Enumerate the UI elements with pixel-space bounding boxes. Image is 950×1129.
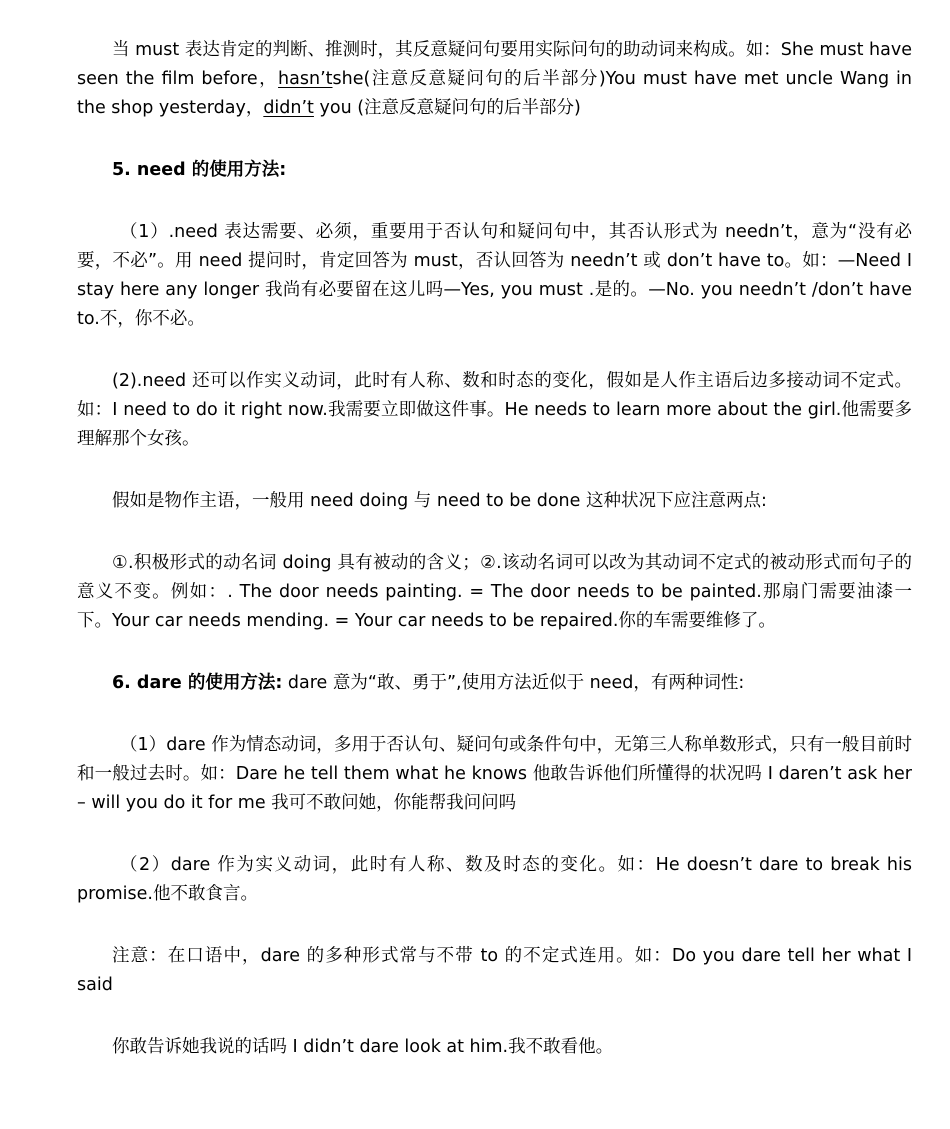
paragraph-dare-example: 你敢告诉她我说的话吗 I didn’t dare look at him.我不敢看他。 (112, 1037, 614, 1057)
heading-need-usage: 5. need 的使用方法: (112, 160, 287, 180)
paragraph-dare-verb: （2）dare 作为实义动词，此时有人称、数及时态的变化。如：He doesn’t dare to break his promise.他不敢食言。 (77, 855, 912, 904)
text-segment: 当 must 表达肯定的判断、推测时，其反意疑问句要用实际问句的助动词来构成。如：She must have seen the film before， (77, 40, 912, 89)
underlined-didnt: didn’t (263, 98, 314, 118)
spacer (77, 818, 912, 851)
spacer (77, 334, 912, 367)
paragraph-need-thing-subject: 假如是物作主语，一般用 need doing 与 need to be done 这种状况下应注意两点: (112, 491, 767, 511)
heading-dare-description: dare 意为“敢、勇于”,使用方法近似于 need，有两种词性: (282, 673, 745, 693)
spacer (77, 909, 912, 942)
text-segment: she(注意反意疑问句的后半部分)You must have met uncle Wang in the shop yesterday， (77, 69, 912, 118)
spacer (77, 123, 912, 156)
spacer (77, 1000, 912, 1033)
underlined-hasnt: hasn’t (278, 69, 333, 89)
paragraph-need-modal: （1）.need 表达需要、必须，重要用于否认句和疑问句中，其否认形式为 needn’t，意为“没有必要，不必”。用 need 提问时，肯定回答为 must，否认回答为 needn’t 或 don’t have to。如：—Need I stay here any longer 我尚有必要留在这儿吗—Yes, you must .是的。—No. you needn’t /don’t have to.不，你不必。 (77, 222, 912, 329)
spacer (77, 698, 912, 731)
spacer (77, 516, 912, 549)
paragraph-must-tag-question (77, 36, 912, 123)
spacer (77, 454, 912, 487)
paragraph-dare-modal: （1）dare 作为情态动词，多用于否认句、疑问句或条件句中，无第三人称单数形式，只有一般目前时和一般过去时。如：Dare he tell them what he knows 他敢告诉他们所懂得的状况吗 I daren’t ask her – will you do it for me 我可不敢问她，你能帮我问问吗 (77, 735, 912, 813)
heading-dare-usage (77, 669, 912, 698)
text-segment: you (注意反意疑问句的后半部分) (313, 98, 581, 118)
paragraph-need-doing-notes: ①.积极形式的动名词 doing 具有被动的含义；②.该动名词可以改为其动词不定式的被动形式而句子的意义不变。例如：. The door needs painting. = The door needs to be painted.那扇门需要油漆一下。Your car needs mending. = Your car needs to be repaired.你的车需要维修了。 (77, 553, 912, 631)
paragraph-dare-note: 注意：在口语中，dare 的多种形式常与不带 to 的不定式连用。如：Do you dare tell her what I said (77, 946, 912, 995)
spacer (77, 185, 912, 218)
spacer (77, 636, 912, 669)
paragraph-need-verb: (2).need 还可以作实义动词，此时有人称、数和时态的变化，假如是人作主语后边多接动词不定式。如：I need to do it right now.我需要立即做这件事。He needs to learn more about the girl.他需要多理解那个女孩。 (77, 371, 912, 449)
heading-dare-title: 6. dare 的使用方法: (112, 673, 283, 693)
